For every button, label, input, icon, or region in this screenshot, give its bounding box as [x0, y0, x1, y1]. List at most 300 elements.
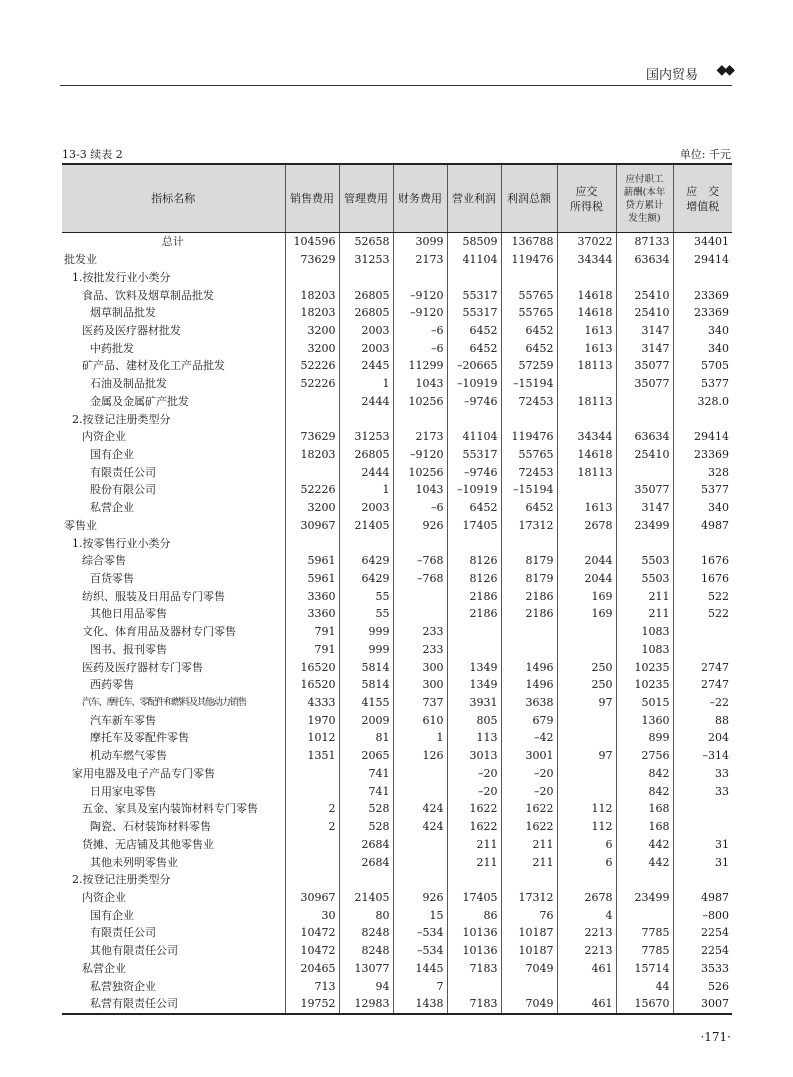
column-header: 财务费用 — [393, 164, 447, 233]
table-row — [62, 818, 732, 836]
table-cell: 3147 — [616, 339, 673, 357]
table-cell: 112 — [557, 818, 616, 836]
table-cell: 2747 — [673, 658, 732, 676]
table-cell — [285, 534, 339, 552]
table-cell — [339, 410, 393, 428]
table-cell: 30 — [285, 906, 339, 924]
row-label: 2.按登记注册类型分 — [72, 873, 171, 887]
table-cell — [557, 711, 616, 729]
table-cell: 713 — [285, 977, 339, 995]
table-cell — [339, 534, 393, 552]
table-cell: 6452 — [501, 339, 557, 357]
table-cell: 17312 — [501, 517, 557, 535]
table-cell: 926 — [393, 889, 447, 907]
table-row — [62, 446, 732, 464]
table-cell: 2173 — [393, 428, 447, 446]
table-cell — [673, 800, 732, 818]
table-cell — [557, 375, 616, 393]
table-row — [62, 871, 732, 889]
row-label: 文化、体育用品及器材专门零售 — [82, 625, 236, 639]
table-cell: –6 — [393, 499, 447, 517]
row-label: 内资企业 — [82, 890, 126, 904]
table-cell: –20 — [447, 765, 501, 783]
table-cell: 3147 — [616, 322, 673, 340]
table-cell: 6452 — [501, 499, 557, 517]
table-cell: 3099 — [393, 233, 447, 251]
table-row — [62, 835, 732, 853]
table-cell: 340 — [673, 339, 732, 357]
table-cell: 791 — [285, 623, 339, 641]
table-cell: 1 — [339, 481, 393, 499]
row-label: 机动车燃气零售 — [90, 749, 167, 763]
table-cell: 211 — [616, 587, 673, 605]
table-cell: –800 — [673, 906, 732, 924]
table-cell — [501, 410, 557, 428]
table-cell: 33 — [673, 765, 732, 783]
table-cell: –6 — [393, 339, 447, 357]
table-cell: 233 — [393, 641, 447, 659]
table-cell: 5377 — [673, 375, 732, 393]
table-cell: 35077 — [616, 375, 673, 393]
row-label: 烟草制品批发 — [90, 306, 156, 320]
table-cell: 3638 — [501, 694, 557, 712]
table-cell: 2254 — [673, 942, 732, 960]
table-cell: 2756 — [616, 747, 673, 765]
table-cell: 6452 — [447, 499, 501, 517]
table-row — [62, 765, 732, 783]
table-row — [62, 587, 732, 605]
table-cell — [447, 623, 501, 641]
table-cell: 2186 — [501, 605, 557, 623]
table-cell: 1613 — [557, 499, 616, 517]
table-cell: 4155 — [339, 694, 393, 712]
table-cell: –314 — [673, 747, 732, 765]
table-cell: 55 — [339, 587, 393, 605]
table-cell: 7049 — [501, 959, 557, 977]
row-label: 货摊、无店铺及其他零售业 — [82, 837, 214, 851]
row-label: 纺织、服装及日用品专门零售 — [82, 589, 225, 603]
table-cell — [285, 835, 339, 853]
table-cell: 5814 — [339, 658, 393, 676]
table-cell — [673, 410, 732, 428]
table-row — [62, 428, 732, 446]
table-cell: 6452 — [447, 339, 501, 357]
table-row — [62, 552, 732, 570]
table-row — [62, 977, 732, 995]
table-cell: –42 — [501, 729, 557, 747]
table-cell: 31253 — [339, 428, 393, 446]
table-cell — [393, 410, 447, 428]
table-cell: 18113 — [557, 357, 616, 375]
table-row — [62, 959, 732, 977]
row-label: 汽车、摩托车、零配件和燃料及其他动力销售 — [82, 697, 247, 709]
table-cell: –9120 — [393, 286, 447, 304]
table-cell: 4987 — [673, 517, 732, 535]
table-cell: 2 — [285, 800, 339, 818]
table-cell: 72453 — [501, 463, 557, 481]
table-cell: 250 — [557, 658, 616, 676]
table-cell — [447, 871, 501, 889]
table-cell: 23369 — [673, 304, 732, 322]
table-row — [62, 729, 732, 747]
row-label: 私营企业 — [82, 961, 126, 975]
table-cell: –534 — [393, 924, 447, 942]
table-cell: 250 — [557, 676, 616, 694]
table-cell — [285, 871, 339, 889]
table-row — [62, 889, 732, 907]
table-cell: 18113 — [557, 392, 616, 410]
table-cell: 1012 — [285, 729, 339, 747]
table-cell: 211 — [501, 853, 557, 871]
row-label: 总计 — [161, 235, 184, 249]
table-cell: 55317 — [447, 286, 501, 304]
table-row — [62, 782, 732, 800]
table-cell: 3001 — [501, 747, 557, 765]
row-label: 其他未列明零售业 — [90, 855, 178, 869]
table-cell: –20 — [447, 782, 501, 800]
row-label: 食品、饮料及烟草制品批发 — [82, 288, 214, 302]
table-cell — [339, 871, 393, 889]
table-cell: 25410 — [616, 304, 673, 322]
table-row — [62, 853, 732, 871]
table-row — [62, 339, 732, 357]
row-label: 金属及金属矿产批发 — [90, 394, 189, 408]
row-label: 批发业 — [64, 253, 97, 267]
row-label: 百货零售 — [90, 572, 134, 586]
table-cell: 5503 — [616, 570, 673, 588]
table-cell — [557, 534, 616, 552]
table-cell: 35077 — [616, 357, 673, 375]
table-row — [62, 694, 732, 712]
table-cell: 52658 — [339, 233, 393, 251]
table-cell — [673, 871, 732, 889]
table-cell: 17312 — [501, 889, 557, 907]
table-cell — [285, 268, 339, 286]
table-cell: 3200 — [285, 339, 339, 357]
table-cell — [501, 268, 557, 286]
table-cell — [673, 641, 732, 659]
table-cell — [393, 871, 447, 889]
table-cell — [557, 410, 616, 428]
table-cell: 1351 — [285, 747, 339, 765]
header-rule — [60, 85, 732, 86]
table-cell: 4333 — [285, 694, 339, 712]
table-cell: –20 — [501, 782, 557, 800]
table-cell: 4 — [557, 906, 616, 924]
table-cell: 41104 — [447, 251, 501, 269]
section-title: 国内贸易 — [645, 68, 698, 83]
row-label: 2.按登记注册类型分 — [72, 412, 171, 426]
table-cell: 168 — [616, 818, 673, 836]
table-cell — [557, 481, 616, 499]
row-label: 私营企业 — [90, 501, 134, 515]
diamond-ornament-icon: ◆◆ — [716, 62, 732, 78]
table-cell: 8248 — [339, 924, 393, 942]
table-cell: 37022 — [557, 233, 616, 251]
row-label: 零售业 — [64, 518, 97, 532]
table-cell: 204 — [673, 729, 732, 747]
table-cell: 1622 — [501, 800, 557, 818]
table-cell: 14618 — [557, 446, 616, 464]
table-cell: –534 — [393, 942, 447, 960]
table-cell: 3013 — [447, 747, 501, 765]
table-cell: 5015 — [616, 694, 673, 712]
table-cell: 72453 — [501, 392, 557, 410]
table-cell: 7785 — [616, 924, 673, 942]
table-cell: 23499 — [616, 517, 673, 535]
table-cell: 5503 — [616, 552, 673, 570]
table-cell — [616, 392, 673, 410]
table-cell: 18203 — [285, 286, 339, 304]
column-header: 应付职工 薪酬(本年 贷方累计 发生额) — [616, 164, 673, 233]
table-cell: 8248 — [339, 942, 393, 960]
row-label: 医药及医疗器材批发 — [82, 323, 181, 337]
table-cell: 2009 — [339, 711, 393, 729]
column-header: 应 交 增值税 — [673, 164, 732, 233]
table-cell: 2003 — [339, 322, 393, 340]
table-cell: 442 — [616, 835, 673, 853]
table-cell: 126 — [393, 747, 447, 765]
table-cell: 2186 — [447, 587, 501, 605]
table-cell: 522 — [673, 605, 732, 623]
table-cell: 328.0 — [673, 392, 732, 410]
table-cell: 31 — [673, 835, 732, 853]
row-label: 1.按零售行业小类分 — [72, 536, 171, 550]
table-cell: 2747 — [673, 676, 732, 694]
table-cell: 2 — [285, 818, 339, 836]
table-cell: 741 — [339, 765, 393, 783]
table-cell: –6 — [393, 322, 447, 340]
table-cell: 2003 — [339, 339, 393, 357]
table-cell: 15714 — [616, 959, 673, 977]
table-cell: 741 — [339, 782, 393, 800]
column-header: 营业利润 — [447, 164, 501, 233]
table-cell: 926 — [393, 517, 447, 535]
table-cell: 8179 — [501, 570, 557, 588]
table-cell: 2065 — [339, 747, 393, 765]
table-cell: 2445 — [339, 357, 393, 375]
table-row — [62, 658, 732, 676]
table-cell: 442 — [616, 853, 673, 871]
table-cell — [393, 534, 447, 552]
table-cell — [501, 871, 557, 889]
table-cell — [393, 587, 447, 605]
table-row — [62, 747, 732, 765]
table-cell: 2678 — [557, 517, 616, 535]
row-label: 中药批发 — [90, 341, 134, 355]
row-label: 家用电器及电子产品专门零售 — [72, 766, 215, 780]
table-cell — [616, 410, 673, 428]
table-cell: 6 — [557, 853, 616, 871]
table-cell: 52226 — [285, 481, 339, 499]
table-cell — [501, 977, 557, 995]
row-label: 医药及医疗器材专门零售 — [82, 660, 203, 674]
table-cell: 528 — [339, 818, 393, 836]
table-row — [62, 251, 732, 269]
table-row — [62, 410, 732, 428]
table-cell: 1676 — [673, 552, 732, 570]
table-cell: 805 — [447, 711, 501, 729]
table-cell: 1445 — [393, 959, 447, 977]
table-cell: 5961 — [285, 552, 339, 570]
table-cell: 999 — [339, 641, 393, 659]
table-row — [62, 463, 732, 481]
table-cell: 4987 — [673, 889, 732, 907]
table-cell: 30967 — [285, 517, 339, 535]
table-cell: 33 — [673, 782, 732, 800]
table-cell: –10919 — [447, 375, 501, 393]
table-cell: 300 — [393, 676, 447, 694]
table-cell: 55317 — [447, 446, 501, 464]
table-cell: 7183 — [447, 995, 501, 1014]
column-header: 应交 所得税 — [557, 164, 616, 233]
table-cell — [447, 977, 501, 995]
table-cell: 29414 — [673, 251, 732, 269]
table-cell: 2444 — [339, 392, 393, 410]
table-cell: 34344 — [557, 428, 616, 446]
table-cell: 679 — [501, 711, 557, 729]
table-cell: 18203 — [285, 304, 339, 322]
table-cell: 8179 — [501, 552, 557, 570]
table-cell — [616, 534, 673, 552]
table-cell — [447, 268, 501, 286]
row-label: 西药零售 — [90, 678, 134, 692]
table-cell: 3360 — [285, 587, 339, 605]
table-row — [62, 570, 732, 588]
table-row — [62, 711, 732, 729]
table-cell — [673, 268, 732, 286]
table-cell: 10472 — [285, 924, 339, 942]
table-cell: 6452 — [447, 322, 501, 340]
table-cell: 340 — [673, 322, 732, 340]
table-cell: 3147 — [616, 499, 673, 517]
table-cell: 1 — [393, 729, 447, 747]
table-cell: 6 — [557, 835, 616, 853]
table-cell: 104596 — [285, 233, 339, 251]
table-cell — [447, 410, 501, 428]
table-cell: 522 — [673, 587, 732, 605]
table-cell: 1083 — [616, 623, 673, 641]
table-cell: 5814 — [339, 676, 393, 694]
table-row — [62, 357, 732, 375]
table-row — [62, 233, 732, 251]
table-cell: 1622 — [447, 800, 501, 818]
row-label: 摩托车及零配件零售 — [90, 731, 189, 745]
table-cell: 1043 — [393, 481, 447, 499]
table-cell: 211 — [447, 853, 501, 871]
table-cell: 44 — [616, 977, 673, 995]
table-cell: 11299 — [393, 357, 447, 375]
table-row — [62, 304, 732, 322]
row-label: 石油及制品批发 — [90, 377, 167, 391]
table-cell: 73629 — [285, 251, 339, 269]
table-cell — [501, 623, 557, 641]
table-row — [62, 800, 732, 818]
table-cell: 25410 — [616, 286, 673, 304]
table-cell: 1043 — [393, 375, 447, 393]
table-cell: 55765 — [501, 304, 557, 322]
table-cell: 8126 — [447, 570, 501, 588]
table-cell: 55765 — [501, 286, 557, 304]
table-cell — [285, 782, 339, 800]
table-cell: 26805 — [339, 446, 393, 464]
table-cell: 999 — [339, 623, 393, 641]
table-row — [62, 375, 732, 393]
table-cell: 94 — [339, 977, 393, 995]
row-label: 日用家电零售 — [90, 784, 156, 798]
table-cell: 5705 — [673, 357, 732, 375]
table-cell: 1970 — [285, 711, 339, 729]
table-cell: 8126 — [447, 552, 501, 570]
table-cell: 10187 — [501, 924, 557, 942]
table-body — [62, 233, 732, 1014]
table-cell: 6452 — [501, 322, 557, 340]
table-cell: –20 — [501, 765, 557, 783]
table-cell: 2684 — [339, 853, 393, 871]
table-cell: 16520 — [285, 676, 339, 694]
table-cell — [393, 853, 447, 871]
table-cell: 6429 — [339, 570, 393, 588]
table-cell: 7 — [393, 977, 447, 995]
table-row — [62, 517, 732, 535]
table-cell: –20665 — [447, 357, 501, 375]
table-cell: 7785 — [616, 942, 673, 960]
table-cell: 1622 — [447, 818, 501, 836]
row-label: 其他有限责任公司 — [90, 944, 178, 958]
table-cell: 10235 — [616, 658, 673, 676]
table-cell — [616, 906, 673, 924]
table-cell: 15670 — [616, 995, 673, 1014]
table-cell: 1 — [339, 375, 393, 393]
table-row — [62, 322, 732, 340]
table-cell — [673, 534, 732, 552]
row-label: 私营有限责任公司 — [62, 995, 285, 1014]
row-label: 有限责任公司 — [90, 465, 156, 479]
table-cell: 97 — [557, 747, 616, 765]
table-cell: 10235 — [616, 676, 673, 694]
table-cell: 3007 — [673, 995, 732, 1014]
table-cell: 169 — [557, 605, 616, 623]
table-cell — [616, 268, 673, 286]
row-label: 内资企业 — [82, 430, 126, 444]
table-cell — [447, 534, 501, 552]
table-cell: –22 — [673, 694, 732, 712]
table-cell: 14618 — [557, 286, 616, 304]
table-cell: 10187 — [501, 942, 557, 960]
row-label: 股份有限公司 — [90, 483, 156, 497]
table-cell: 21405 — [339, 517, 393, 535]
table-row — [62, 942, 732, 960]
table-cell — [557, 268, 616, 286]
table-cell — [616, 871, 673, 889]
row-label: 国有企业 — [90, 447, 134, 461]
table-row — [62, 534, 732, 552]
table-cell: 29414 — [673, 428, 732, 446]
table-cell: –9746 — [447, 463, 501, 481]
table-cell: 31 — [673, 853, 732, 871]
table-cell — [339, 268, 393, 286]
row-label: 1.按批发行业小类分 — [72, 270, 171, 284]
table-cell — [673, 623, 732, 641]
table-cell: 424 — [393, 800, 447, 818]
column-header: 管理费用 — [339, 164, 393, 233]
table-cell: 97 — [557, 694, 616, 712]
table-cell: 340 — [673, 499, 732, 517]
table-cell: 119476 — [501, 428, 557, 446]
table-cell: 1613 — [557, 339, 616, 357]
table-cell: 2444 — [339, 463, 393, 481]
table-cell: 610 — [393, 711, 447, 729]
